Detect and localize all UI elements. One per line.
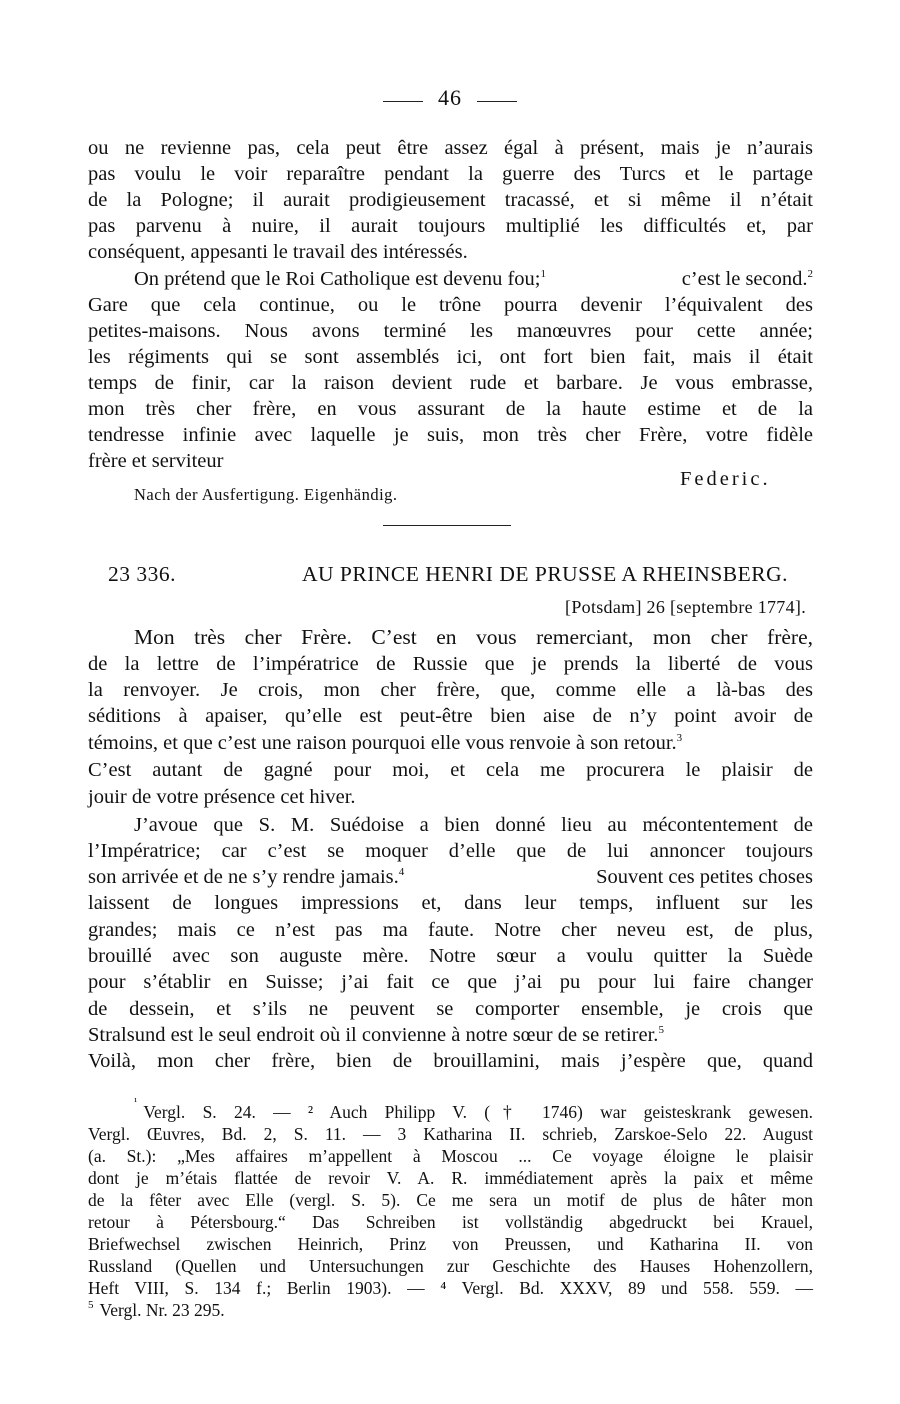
letter2-line: pour s’établir en Suisse; j’ai fait ce que j’ai pu pour lui faire changer bbox=[88, 971, 813, 993]
footnote-line: Russland (Quellen und Untersuchungen zur Geschichte des Hauses Hohenzollern, bbox=[88, 1256, 813, 1276]
letter1-line: tendresse infinie avec laquelle je suis, mon très cher Frère, votre fidèle bbox=[88, 424, 813, 446]
letter1-line: ou ne revienne pas, cela peut être assez égal à présent, mais je n’aurais bbox=[88, 137, 813, 159]
letter1-line: Gare que cela continue, ou le trône pourra devenir l’équivalent des bbox=[88, 294, 813, 316]
footnote-line: retour à Pétersbourg.“ Das Schreiben ist vollständig abgedruckt bei Krauel, bbox=[88, 1212, 813, 1232]
footnote-line: Briefwechsel zwischen Heinrich, Prinz von Preussen, und Katharina II. von bbox=[88, 1234, 813, 1254]
footnote-text: Vergl. Nr. 23 295. bbox=[99, 1300, 225, 1320]
signature: Federic. bbox=[680, 468, 771, 490]
letter2-line: C’est autant de gagné pour moi, et cela me procurera le plaisir de bbox=[88, 759, 813, 781]
letter1-line: temps de finir, car la raison devient rude et barbare. Je vous embrasse, bbox=[88, 372, 813, 394]
footnote-line: dont je m’étais flattée de revoir V. A. R. immédiatement après la paix et même bbox=[88, 1168, 813, 1188]
letter2-text: son arrivée et de ne s’y rendre jamais. bbox=[88, 866, 399, 888]
footnote-ref-4: 4 bbox=[398, 866, 405, 878]
footnote-line bbox=[134, 1096, 813, 1124]
letter-number: 23 336. bbox=[108, 562, 176, 586]
letter1-line: petites-maisons. Nous avons terminé les manœuvres pour cette année; bbox=[88, 320, 813, 342]
letter1-line: pas voulu le voir reparaître pendant la guerre des Turcs et le partage bbox=[88, 163, 813, 185]
letter1-para2-first-line bbox=[134, 266, 813, 292]
footnote-line bbox=[88, 1300, 813, 1322]
letter2-line: J’avoue que S. M. Suédoise a bien donné lieu au mécontentement de bbox=[134, 814, 813, 836]
letter1-line: frère et serviteur bbox=[88, 450, 224, 472]
letter2-line: Mon très cher Frère. C’est en vous remerciant, mon cher frère, bbox=[134, 625, 813, 649]
footnote-ref-2: 2 bbox=[807, 268, 813, 280]
footnote-text: Vergl. S. 24. — ² Auch Philipp V. († 1746) war geisteskrank gewesen. bbox=[143, 1102, 813, 1122]
letter2-line-with-note bbox=[88, 864, 813, 890]
letter2-line: de dessein, et s’ils ne peuvent se comporter ensemble, je crois que bbox=[88, 998, 813, 1020]
letter2-text: témoins, et que c’est une raison pourquoi elle vous renvoie à son retour. bbox=[88, 732, 677, 754]
footnote-line: (a. St.): „Mes affaires m’appellent à Moscou ... Ce voyage éloigne le plaisir bbox=[88, 1146, 813, 1166]
page-number-right-rule bbox=[477, 101, 517, 102]
letter-title: AU PRINCE HENRI DE PRUSSE A RHEINSBERG. bbox=[302, 562, 788, 586]
source-note: Nach der Ausfertigung. Eigenhändig. bbox=[134, 485, 398, 504]
footnote-line: Vergl. Œuvres, Bd. 2, S. 11. — 3 Katharina II. schrieb, Zarskoe-Selo 22. August bbox=[88, 1124, 813, 1144]
letter2-text: Stralsund est le seul endroit où il convienne à notre sœur de se retirer. bbox=[88, 1024, 659, 1046]
letter2-heading bbox=[108, 562, 788, 587]
letter1-line: les régiments qui se sont assemblés ici, ont fort bien fait, mais il était bbox=[88, 346, 813, 368]
letter2-line: l’Impératrice; car c’est se moquer d’elle que de lui annoncer toujours bbox=[88, 840, 813, 862]
letter1-line: mon très cher frère, en vous assurant de la haute estime et de la bbox=[88, 398, 813, 420]
letter2-line-with-note bbox=[88, 730, 813, 756]
letter2-line: séditions à apaiser, qu’elle est peut-être bien aise de n’y point avoir de bbox=[88, 705, 813, 727]
footnote-ref-1: 1 bbox=[540, 268, 546, 280]
letter1-para2-cont: c’est le second. bbox=[681, 268, 808, 290]
footnote-marker: 5 bbox=[88, 1299, 94, 1311]
letter2-text-cont: Souvent ces petites choses bbox=[596, 866, 813, 888]
footnote-ref-5: 5 bbox=[658, 1024, 664, 1036]
footnote-marker: ¹ bbox=[134, 1096, 138, 1108]
footnote-line: Heft VIII, S. 134 f.; Berlin 1903). — ⁴ Vergl. Bd. XXXV, 89 und 558. 559. — bbox=[88, 1278, 813, 1298]
letter2-line: grandes; mais ce n’est pas ma faute. Notre cher neveu est, de plus, bbox=[88, 919, 813, 941]
letter2-line: de la lettre de l’impératrice de Russie que je prends la liberté de vous bbox=[88, 653, 813, 675]
dateline: [Potsdam] 26 [septembre 1774]. bbox=[565, 597, 806, 617]
letter2-line: brouillé avec son auguste mère. Notre sœur a voulu quitter la Suède bbox=[88, 945, 813, 967]
letter1-line: de la Pologne; il aurait prodigieusement tracassé, et si même il n’était bbox=[88, 189, 813, 211]
letter2-line: jouir de votre présence cet hiver. bbox=[88, 786, 356, 808]
letter1-line: pas parvenu à nuire, il aurait toujours multiplié les difficultés et, par bbox=[88, 215, 813, 237]
letter1-para2-text: On prétend que le Roi Catholique est devenu fou; bbox=[134, 268, 541, 290]
footnote-line: de la fêter avec Elle (vergl. S. 5). Ce me sera un motif de plus de hâter mon bbox=[88, 1190, 813, 1210]
letter2-line: la renvoyer. Je crois, mon cher frère, que, comme elle a là-bas des bbox=[88, 679, 813, 701]
letter2-line-with-note bbox=[88, 1022, 813, 1048]
letter2-line: Voilà, mon cher frère, bien de brouillamini, mais j’espère que, quand bbox=[88, 1050, 813, 1072]
letter1-line: conséquent, appesanti le travail des intéressés. bbox=[88, 241, 468, 263]
page-number: 46 bbox=[438, 85, 462, 110]
letter2-line: laissent de longues impressions et, dans leur temps, influent sur les bbox=[88, 892, 813, 914]
footnote-ref-3: 3 bbox=[676, 732, 683, 744]
section-divider bbox=[383, 525, 511, 526]
